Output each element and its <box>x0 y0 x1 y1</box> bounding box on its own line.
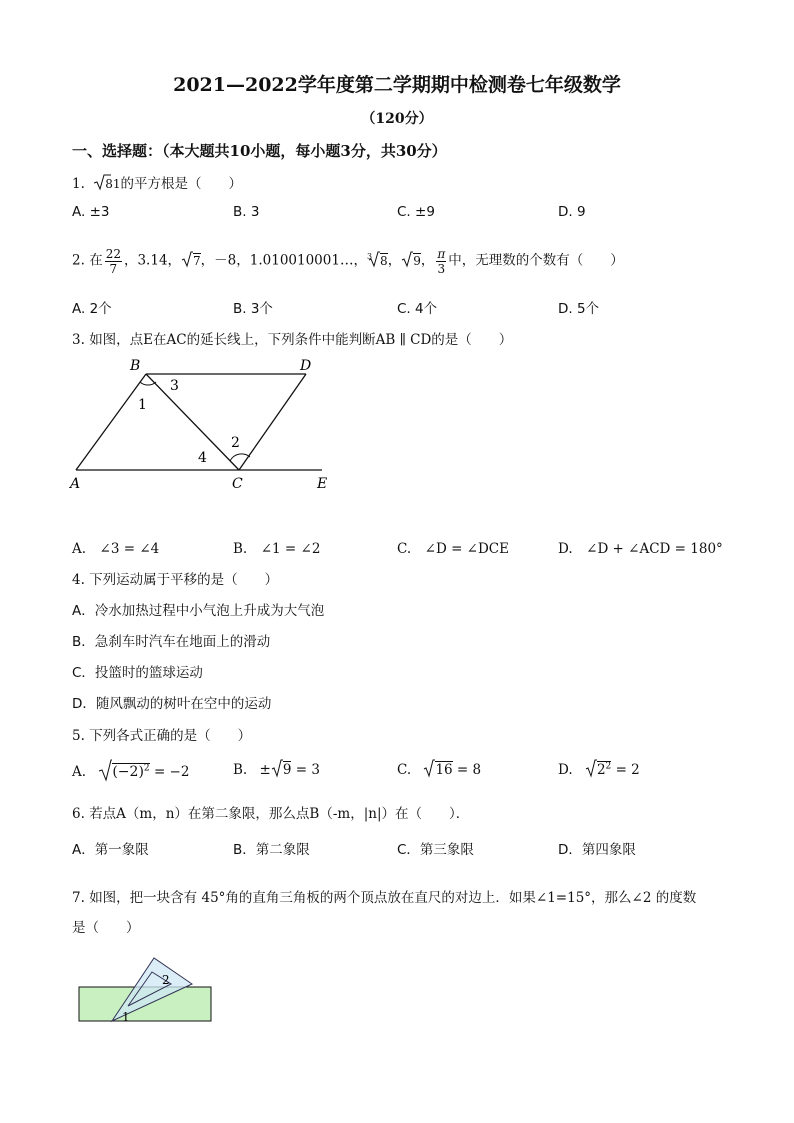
question-number: 5. <box>72 728 85 744</box>
option-b[interactable]: B．第二象限 <box>233 842 310 858</box>
total-score: （120分） <box>361 111 433 127</box>
radicand: 9 <box>413 253 421 268</box>
question-number: 2. <box>72 252 85 269</box>
segment-cd <box>239 374 306 470</box>
angle-label-3: 3 <box>170 378 179 394</box>
question-stem: 如图，点E在AC的延长线上，下列条件中能判断AB ∥ CD的是（ ） <box>89 332 513 348</box>
equation-rhs: = −2 <box>153 764 190 780</box>
question-stem-line1: 如图，把一块含有 45°角的直角三角板的两个顶点放在直尺的对边上．如果∠1=15°，那么∠2 的度数 <box>89 890 697 906</box>
radicand-base: (−2) <box>112 764 144 780</box>
option-b[interactable]: B. 3 <box>233 204 260 220</box>
exponent: 2 <box>605 761 612 772</box>
question-2 <box>72 238 624 280</box>
page-title: 2021—2022学年度第二学期期中检测卷七年级数学 <box>173 74 621 96</box>
option-d[interactable]: D．第四象限 <box>558 842 636 858</box>
point-label-d: D <box>300 358 312 374</box>
option-a[interactable]: A. ±3 <box>72 204 110 220</box>
option-a[interactable]: A．第一象限 <box>72 842 149 858</box>
point-label-b: B <box>130 358 141 374</box>
question-stem: 若点A（m，n）在第二象限，那么点B（-m，|n|）在（ ）． <box>89 806 470 822</box>
question-stem-line2: 是（ ） <box>72 920 140 936</box>
parallelogram-figure <box>64 352 354 497</box>
angle-label-4: 4 <box>198 450 207 466</box>
question-4 <box>72 568 278 588</box>
option-letter: B. <box>233 762 248 778</box>
equation-rhs: = 3 <box>295 762 320 778</box>
separator: ， <box>387 252 402 269</box>
question-7 <box>72 886 696 906</box>
question-number: 6. <box>72 806 85 822</box>
angle-label-2: 2 <box>231 435 240 451</box>
option-letter: A. <box>72 764 87 780</box>
denominator: 3 <box>437 261 446 276</box>
separator: ， <box>420 252 435 269</box>
option-b[interactable]: B．急刹车时汽车在地面上的滑动 <box>72 634 271 650</box>
angle-label-2: 2 <box>162 973 170 987</box>
option-a[interactable]: A. ∠3 = ∠4 <box>72 541 160 557</box>
fraction <box>436 247 446 276</box>
plus-minus: ± <box>259 762 271 778</box>
equation-rhs: = 8 <box>456 762 482 778</box>
option-c[interactable]: C. 4个 <box>397 301 438 317</box>
option-c[interactable] <box>397 758 481 778</box>
stem-text: 在 <box>89 252 103 269</box>
denominator: 7 <box>109 261 118 276</box>
radicand: 16 <box>435 762 453 778</box>
option-c[interactable]: C. ±9 <box>397 204 435 220</box>
section-heading: 一、选择题：（本大题共10小题，每小题3分，共30分） <box>72 142 447 160</box>
fraction <box>105 247 122 276</box>
option-letter: C. <box>397 762 412 778</box>
question-3 <box>72 328 512 348</box>
sqrt-sign-icon <box>401 250 413 268</box>
radicand: 9 <box>282 762 292 778</box>
question-stem: 的平方根是（ ） <box>120 176 242 192</box>
option-d[interactable]: D. ∠D + ∠ACD = 180° <box>558 541 723 557</box>
numerator: 22 <box>105 246 121 261</box>
exponent: 2 <box>143 763 150 774</box>
option-d[interactable]: D．随风飘动的树叶在空中的运动 <box>72 696 272 712</box>
sqrt-sign-icon <box>98 758 112 782</box>
option-b[interactable]: B. 3个 <box>233 301 273 317</box>
sqrt-sign-icon <box>585 758 597 778</box>
option-b[interactable]: B. ∠1 = ∠2 <box>233 541 321 557</box>
stem-text: ，－8，1.010010001…， <box>200 252 367 269</box>
point-label-c: C <box>232 476 243 492</box>
option-d[interactable] <box>558 758 640 778</box>
radicand <box>112 763 149 780</box>
point-label-a: A <box>70 476 81 492</box>
cube-root-sign-icon <box>368 250 380 268</box>
question-number: 3. <box>72 332 85 348</box>
sqrt-sign-icon <box>271 758 283 778</box>
radicand <box>597 761 611 778</box>
radicand-base: 2 <box>596 762 606 778</box>
option-b[interactable] <box>233 758 320 778</box>
point-label-e: E <box>317 476 328 492</box>
option-d[interactable]: D. 9 <box>558 204 586 220</box>
radicand: 8 <box>380 253 388 268</box>
equation-rhs: = 2 <box>615 762 640 778</box>
radicand: 81 <box>105 177 121 191</box>
option-d[interactable]: D. 5个 <box>558 301 600 317</box>
question-1 <box>72 172 242 192</box>
question-stem: 下列运动属于平移的是（ ） <box>89 572 279 588</box>
question-5 <box>72 724 251 744</box>
question-number: 4. <box>72 572 85 588</box>
option-c[interactable]: C. ∠D = ∠DCE <box>397 541 509 557</box>
option-a[interactable] <box>72 758 189 782</box>
angle-label-1: 1 <box>138 397 147 413</box>
segment-ab <box>76 374 146 470</box>
question-6 <box>72 802 469 822</box>
sqrt-sign-icon <box>181 250 193 268</box>
stem-text: ，3.14， <box>123 252 182 269</box>
root-index: 3 <box>366 252 373 261</box>
segment-bc <box>146 374 239 470</box>
question-number: 1. <box>72 176 85 192</box>
option-a[interactable]: A. 2个 <box>72 301 112 317</box>
angle-label-1: 1 <box>122 1010 130 1024</box>
question-number: 7. <box>72 890 85 906</box>
radicand: 7 <box>193 253 201 268</box>
ruler-triangle-figure <box>76 950 221 1028</box>
option-c[interactable]: C．投篮时的篮球运动 <box>72 665 203 681</box>
option-c[interactable]: C．第三象限 <box>397 842 474 858</box>
option-a[interactable]: A．冷水加热过程中小气泡上升成为大气泡 <box>72 603 325 619</box>
option-letter: D. <box>558 762 573 778</box>
sqrt-sign-icon <box>423 758 435 778</box>
numerator: π <box>437 246 446 261</box>
question-stem: 下列各式正确的是（ ） <box>89 728 252 744</box>
stem-text: 中，无理数的个数有（ ） <box>448 252 624 269</box>
